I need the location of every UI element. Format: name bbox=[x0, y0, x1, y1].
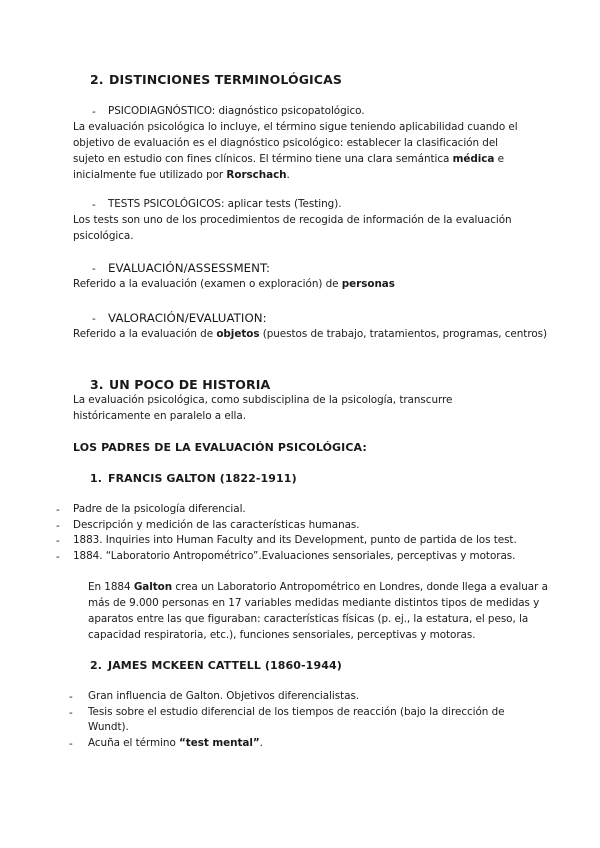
text-span: crea un Laboratorio Antropométrico en Londres, donde llega a evaluar a bbox=[172, 581, 548, 593]
paragraph-line: Los tests son uno de los procedimientos de recogida de información de la evaluación bbox=[73, 214, 512, 226]
paragraph-line bbox=[73, 168, 290, 184]
paragraph-line: aparatos entre las que figuraban: características físicas (p. ej., la estatura, el peso, la bbox=[88, 613, 529, 625]
list-item: Descripción y medición de las características humanas. bbox=[73, 519, 360, 531]
list-item: Tesis sobre el estudio diferencial de los tiempos de reacción (bajo la dirección de bbox=[88, 706, 505, 718]
list-item bbox=[88, 736, 263, 752]
list-dash: - bbox=[56, 504, 60, 516]
text-span: Acuña el término bbox=[88, 737, 180, 749]
paragraph-line bbox=[88, 580, 548, 596]
paragraph-line bbox=[73, 152, 504, 168]
list-dash: - bbox=[56, 520, 60, 532]
list-item: Gran influencia de Galton. Objetivos diferencialistas. bbox=[88, 690, 360, 702]
list-dash: - bbox=[69, 707, 73, 719]
bold-term: Rorschach bbox=[226, 169, 287, 181]
list-item: 1884. “Laboratorio Antropométrico”.Evaluaciones sensoriales, perceptivas y motoras. bbox=[73, 550, 516, 562]
term-label: TESTS PSICOLÓGICOS: aplicar tests (Testing). bbox=[108, 198, 342, 210]
text-span: . bbox=[259, 737, 263, 749]
bold-term: médica bbox=[452, 153, 495, 165]
list-dash: - bbox=[69, 691, 73, 703]
subsection-heading: LOS PADRES DE LA EVALUACIÓN PSICOLÓGICA: bbox=[73, 441, 367, 454]
paragraph-line: históricamente en paralelo a ella. bbox=[73, 410, 246, 422]
bold-term: personas bbox=[341, 278, 395, 290]
paragraph-line: más de 9.000 personas en 17 variables medidas mediante distintos tipos de medidas y bbox=[88, 597, 540, 609]
list-dash: - bbox=[69, 738, 73, 750]
list-dash: - bbox=[56, 535, 60, 547]
subsection-number: 2. bbox=[90, 659, 103, 672]
section-title: DISTINCIONES TERMINOLÓGICAS bbox=[109, 72, 342, 87]
paragraph-line: La evaluación psicológica lo incluye, el término sigue teniendo aplicabilidad cuando el bbox=[73, 121, 518, 133]
section-number: 3. bbox=[90, 377, 104, 392]
section-title: UN POCO DE HISTORIA bbox=[109, 377, 271, 392]
paragraph-line: La evaluación psicológica, como subdisciplina de la psicología, transcurre bbox=[73, 394, 453, 406]
term-label: EVALUACIÓN/ASSESSMENT: bbox=[108, 261, 271, 275]
list-item-continuation: Wundt). bbox=[88, 721, 129, 733]
section-number: 2. bbox=[90, 72, 104, 87]
paragraph-line: objetivo de evaluación es el diagnóstico psicológico: establecer la clasificación del bbox=[73, 137, 499, 149]
list-dash: - bbox=[92, 199, 96, 211]
paragraph-line bbox=[73, 277, 395, 293]
list-item: Padre de la psicología diferencial. bbox=[73, 503, 246, 515]
paragraph-line bbox=[73, 327, 547, 343]
list-dash: - bbox=[56, 551, 60, 563]
bold-term: Galton bbox=[133, 581, 173, 593]
list-item: 1883. Inquiries into Human Faculty and its Development, punto de partida de los test. bbox=[73, 534, 517, 546]
subsection-title: JAMES MCKEEN CATTELL (1860-1944) bbox=[108, 659, 342, 672]
text-span: sujeto en estudio con fines clínicos. El término tiene una clara semántica bbox=[73, 153, 453, 165]
list-dash: - bbox=[92, 313, 96, 325]
subsection-number: 1. bbox=[90, 472, 103, 485]
text-span: inicialmente fue utilizado por bbox=[73, 169, 227, 181]
list-dash: - bbox=[92, 263, 96, 275]
text-span: Referido a la evaluación (examen o exploración) de bbox=[73, 278, 342, 290]
list-dash: - bbox=[92, 106, 96, 118]
paragraph-line: psicológica. bbox=[73, 230, 134, 242]
term-label: VALORACIÓN/EVALUATION: bbox=[108, 311, 267, 325]
text-span: Referido a la evaluación de bbox=[73, 328, 217, 340]
bold-term: “test mental” bbox=[179, 737, 260, 749]
paragraph-line: capacidad respiratoria, etc.), funciones sensoriales, perceptivas y motoras. bbox=[88, 629, 476, 641]
text-span: En 1884 bbox=[88, 581, 134, 593]
bold-term: objetos bbox=[216, 328, 260, 340]
subsection-title: FRANCIS GALTON (1822-1911) bbox=[108, 472, 297, 485]
text-span: . bbox=[286, 169, 290, 181]
term-label: PSICODIAGNÓSTICO: diagnóstico psicopatológico. bbox=[108, 105, 365, 117]
text-span: (puestos de trabajo, tratamientos, programas, centros) bbox=[259, 328, 547, 340]
text-span: e bbox=[494, 153, 504, 165]
